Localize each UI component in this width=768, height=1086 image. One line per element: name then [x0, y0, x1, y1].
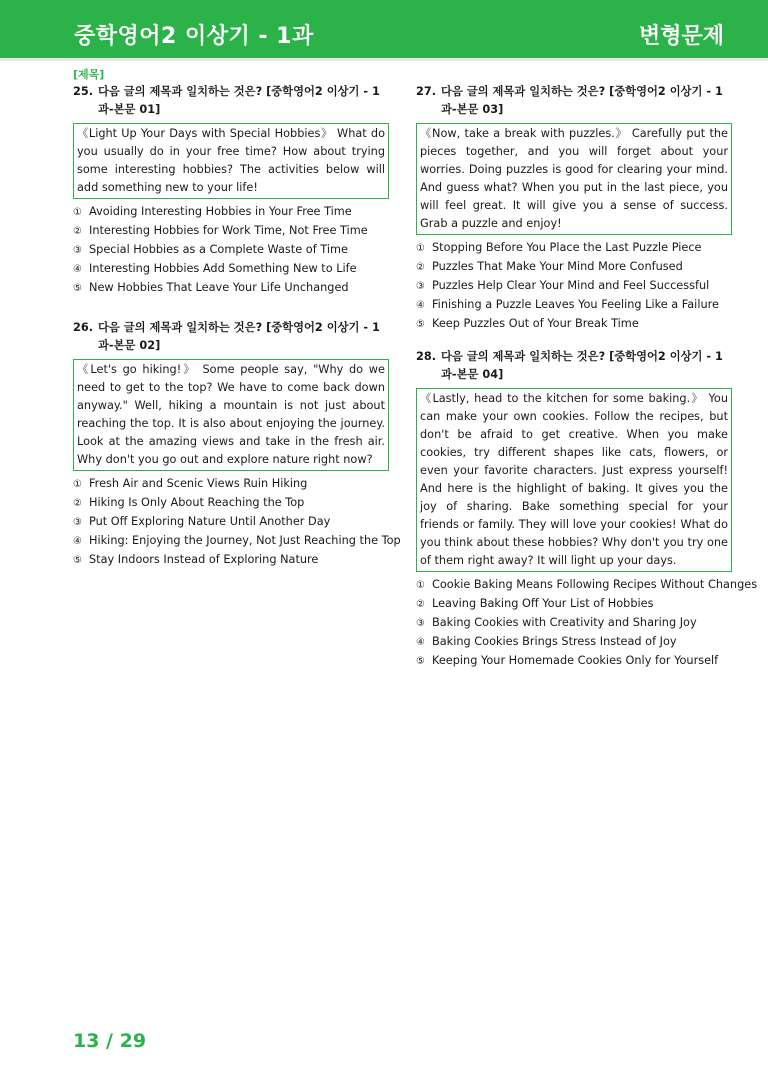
option-2[interactable]: [416, 258, 732, 277]
right-column: [416, 83, 758, 671]
question-26: [73, 319, 401, 570]
option-text: Interesting Hobbies Add Something New to Life: [89, 262, 357, 275]
option-5[interactable]: [73, 551, 389, 570]
answer-options: [416, 239, 732, 334]
option-marker: ②: [73, 226, 82, 237]
document-title: 중학영어2 이상기 - 1과: [74, 24, 314, 49]
option-text: Stopping Before You Place the Last Puzzle Piece: [432, 241, 702, 254]
header-divider: [0, 58, 768, 61]
page-number: 13 / 29: [73, 1030, 147, 1052]
option-text: Avoiding Interesting Hobbies in Your Free Time: [89, 205, 352, 218]
option-text: Puzzles Help Clear Your Mind and Feel Successful: [432, 279, 710, 292]
option-marker: ②: [416, 599, 425, 610]
question-number: 28.: [416, 350, 437, 363]
option-text: Fresh Air and Scenic Views Ruin Hiking: [89, 477, 308, 490]
question-27: [416, 83, 732, 334]
option-5[interactable]: [73, 279, 389, 298]
option-marker: ⑤: [416, 319, 425, 330]
option-1[interactable]: [73, 475, 389, 494]
option-marker: ③: [73, 245, 82, 256]
option-marker: ⑤: [73, 555, 82, 566]
option-marker: ③: [416, 281, 425, 292]
question-prompt: 다음 글의 제목과 일치하는 것은? [중학영어2 이상기 - 1과-본문 01]: [98, 85, 380, 116]
passage-box: 《Light Up Your Days with Special Hobbies》 What do you usually do in your free time? How about trying some interesting hobbies? The activities below will add something new to your life!: [73, 123, 389, 199]
option-marker: ④: [416, 637, 425, 648]
answer-options: [73, 475, 401, 570]
option-text: Cookie Baking Means Following Recipes Without Changes: [432, 578, 758, 591]
option-4[interactable]: [73, 532, 401, 551]
question-title: [416, 348, 732, 384]
question-number: 26.: [73, 321, 94, 334]
option-text: Stay Indoors Instead of Exploring Nature: [89, 553, 319, 566]
option-text: Interesting Hobbies for Work Time, Not Free Time: [89, 224, 368, 237]
option-marker: ④: [73, 536, 82, 547]
option-5[interactable]: [416, 652, 732, 671]
option-text: Baking Cookies Brings Stress Instead of Joy: [432, 635, 677, 648]
option-text: Puzzles That Make Your Mind More Confused: [432, 260, 683, 273]
option-1[interactable]: [73, 203, 389, 222]
option-2[interactable]: [73, 494, 389, 513]
option-marker: ①: [73, 479, 82, 490]
option-text: Hiking Is Only About Reaching the Top: [89, 496, 305, 509]
option-marker: ②: [73, 498, 82, 509]
question-prompt: 다음 글의 제목과 일치하는 것은? [중학영어2 이상기 - 1과-본문 02]: [98, 321, 380, 352]
option-marker: ⑤: [416, 656, 425, 667]
option-text: Special Hobbies as a Complete Waste of Time: [89, 243, 348, 256]
option-marker: ③: [416, 618, 425, 629]
option-text: Leaving Baking Off Your List of Hobbies: [432, 597, 654, 610]
option-2[interactable]: [416, 595, 732, 614]
option-3[interactable]: [73, 241, 389, 260]
option-marker: ①: [416, 243, 425, 254]
option-3[interactable]: [416, 277, 732, 296]
option-2[interactable]: [73, 222, 389, 241]
question-number: 25.: [73, 85, 94, 98]
option-marker: ③: [73, 517, 82, 528]
option-5[interactable]: [416, 315, 732, 334]
option-marker: ⑤: [73, 283, 82, 294]
passage-box: 《Now, take a break with puzzles.》 Carefully put the pieces together, and you will forget about your worries. Doing puzzles is good for clearing your mind. And guess what? When you put in the last piece, you will feel great. It will give you a sense of success. Grab a puzzle and enjoy!: [416, 123, 732, 235]
question-prompt: 다음 글의 제목과 일치하는 것은? [중학영어2 이상기 - 1과-본문 04]: [441, 350, 723, 381]
answer-options: [73, 203, 389, 298]
question-title: [73, 319, 389, 355]
passage-box: 《Lastly, head to the kitchen for some baking.》 You can make your own cookies. Follow the recipes, but don't be afraid to get creative. When you make cookies, try different shapes like cats, flowers, or even your favorite characters. Just express yourself! And here is the highlight of baking. It gives you the joy of sharing. Bake something special for your friends or family. They will love your cookies! What do you think about these hobbies? Why don't you try one of them right away? It will light up your days.: [416, 388, 732, 572]
option-1[interactable]: [416, 239, 732, 258]
option-marker: ④: [73, 264, 82, 275]
option-marker: ①: [73, 207, 82, 218]
option-4[interactable]: [416, 633, 732, 652]
question-title: [73, 83, 389, 119]
option-3[interactable]: [73, 513, 389, 532]
option-text: Keep Puzzles Out of Your Break Time: [432, 317, 639, 330]
answer-options: [416, 576, 758, 671]
option-text: Keeping Your Homemade Cookies Only for Yourself: [432, 654, 719, 667]
option-text: Baking Cookies with Creativity and Sharing Joy: [432, 616, 697, 629]
question-prompt: 다음 글의 제목과 일치하는 것은? [중학영어2 이상기 - 1과-본문 03]: [441, 85, 723, 116]
option-text: New Hobbies That Leave Your Life Unchanged: [89, 281, 349, 294]
option-3[interactable]: [416, 614, 732, 633]
option-4[interactable]: [416, 296, 732, 315]
option-text: Finishing a Puzzle Leaves You Feeling Like a Failure: [432, 298, 719, 311]
option-text: Hiking: Enjoying the Journey, Not Just Reaching the Top: [89, 534, 401, 547]
option-marker: ②: [416, 262, 425, 273]
document-type-label: 변형문제: [638, 24, 724, 49]
option-4[interactable]: [73, 260, 389, 279]
section-label: [제목]: [73, 68, 105, 81]
option-marker: ①: [416, 580, 425, 591]
option-text: Put Off Exploring Nature Until Another Day: [89, 515, 331, 528]
left-column: [73, 83, 401, 570]
question-28: [416, 348, 758, 671]
question-number: 27.: [416, 85, 437, 98]
question-25: [73, 83, 389, 298]
option-marker: ④: [416, 300, 425, 311]
question-title: [416, 83, 732, 119]
option-1[interactable]: [416, 576, 758, 595]
passage-box: 《Let's go hiking!》 Some people say, "Why do we need to get to the top? We have to come back down anyway." Well, hiking a mountain is not just about reaching the top. It is also about enjoying the journey. Look at the amazing views and take in the fresh air. Why don't you go out and explore nature right now?: [73, 359, 389, 471]
